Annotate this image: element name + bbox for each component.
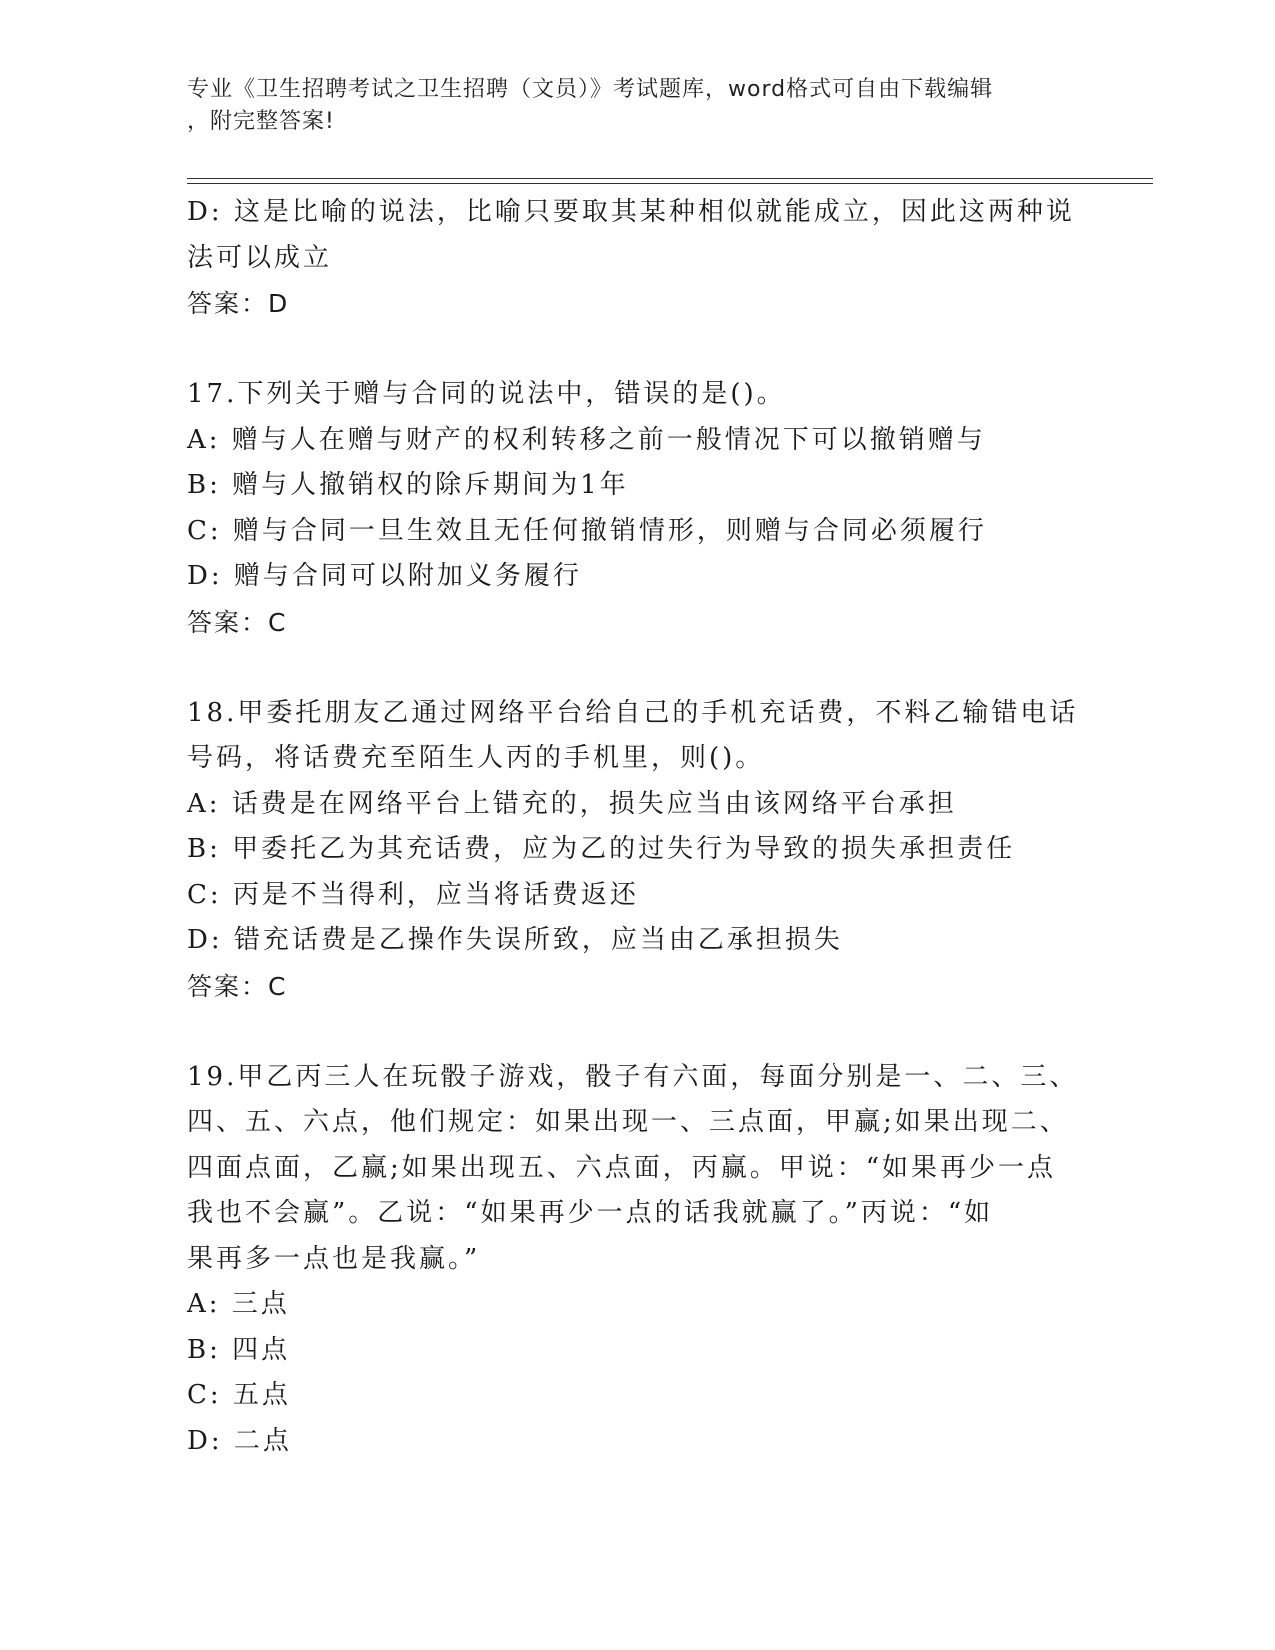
option-a: A: 赠与人在赠与财产的权利转移之前一般情况下可以撤销赠与: [187, 424, 986, 455]
document-header: [187, 74, 1087, 138]
question-stem: 四面点面，乙赢;如果出现五、六点面，丙赢。甲说：“如果再少一点: [187, 1152, 1057, 1183]
spacer: [187, 1009, 1087, 1055]
header-line-2: ，附完整答案!: [187, 109, 335, 134]
answer-line: 答案：C: [187, 607, 288, 637]
option-a: A: 三点: [187, 1289, 290, 1319]
question-stem: 四、五、六点，他们规定：如果出现一、三点面，甲赢;如果出现二、: [187, 1107, 1069, 1137]
option-b: B: 赠与人撤销权的除斥期间为1年: [187, 470, 629, 500]
question-stem: 号码，将话费充至陌生人丙的手机里，则()。: [187, 743, 765, 773]
question-content: [187, 190, 1087, 1464]
option-text: D: 这是比喻的说法，比喻只要取其某种相似就能成立，因此这两种说: [187, 197, 1075, 227]
question-stem: 果再多一点也是我赢。”: [187, 1243, 481, 1274]
question-stem: 我也不会赢”。乙说：“如果再少一点的话我就赢了。”丙说：“如: [187, 1198, 994, 1228]
option-b: B: 甲委托乙为其充话费，应为乙的过失行为导致的损失承担责任: [187, 834, 1016, 864]
header-rule-bottom: [187, 183, 1153, 184]
header-rule-top: [187, 178, 1153, 179]
option-c: C: 丙是不当得利，应当将话费返还: [187, 879, 639, 910]
option-c: C: 赠与合同一旦生效且无任何撤销情形，则赠与合同必须履行: [187, 515, 987, 546]
spacer: [187, 327, 1087, 373]
answer-line: 答案：C: [187, 971, 288, 1001]
question-stem: 19.甲乙丙三人在玩骰子游戏，骰子有六面，每面分别是一、二、三、: [187, 1061, 1079, 1092]
option-text: 法可以成立: [187, 242, 333, 273]
option-b: B: 四点: [187, 1334, 291, 1365]
question-stem: 17.下列关于赠与合同的说法中，错误的是()。: [187, 379, 786, 409]
question-stem: 18.甲委托朋友乙通过网络平台给自己的手机充话费，不料乙输错电话: [187, 697, 1079, 728]
option-d: D: 错充话费是乙操作失误所致，应当由乙承担损失: [187, 925, 843, 955]
option-d: D: 赠与合同可以附加义务履行: [187, 561, 582, 591]
option-c: C: 五点: [187, 1380, 291, 1410]
spacer: [187, 645, 1087, 691]
answer-line: 答案：D: [187, 289, 290, 318]
option-d: D: 二点: [187, 1425, 292, 1456]
option-a: A: 话费是在网络平台上错充的，损失应当由该网络平台承担: [187, 788, 957, 819]
header-line-1: 专业《卫生招聘考试之卫生招聘（文员）》考试题库，word格式可自由下载编辑: [187, 77, 994, 102]
